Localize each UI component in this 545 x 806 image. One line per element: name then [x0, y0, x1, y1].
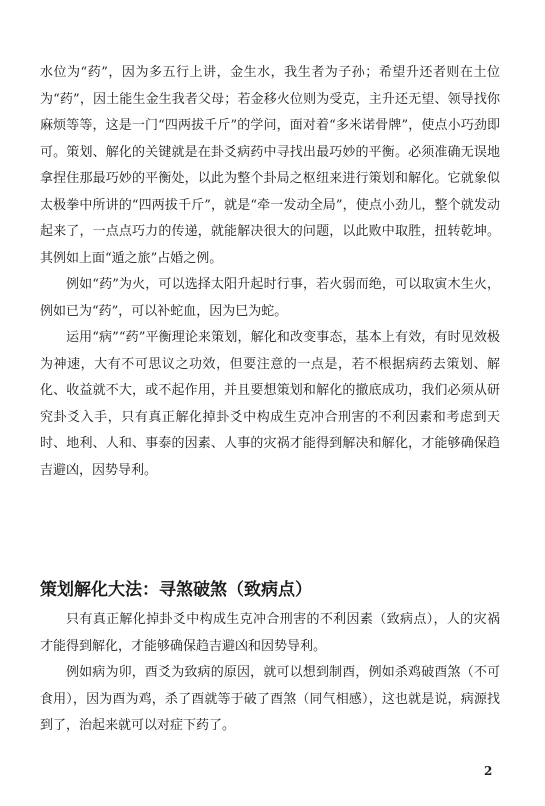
paragraph-3: 运用“病”“药”平衡理论来策划，解化和改变事态，基本上有效，有时见效极为神速，大有不可思议之功效，但要注意的一点是，若不根据病药去策划、解化、收益就不大，或不起作用，并且要想策划和解化的撤底成功，我们必须从研究卦爻入手，只有真正解化掉卦爻中构成生克冲合刑害的不利因素和考虑到天时、地利、人和、事泰的因素、人事的灾祸才能得到解决和解化，才能够确保趋吉避凶，因势导利。 [40, 330, 500, 478]
paragraph-1: 水位为“药”，因为多五行上讲，金生水，我生者为子孙；希望升还者则在土位为“药”，因土能生金生我者父母；若金移火位则为受克，主升还无望、领导找你麻烦等等，这是一门“四两拔千斤”的学问，面对着“多米诺骨牌”，使点小巧劲即可。策划、解化的关键就是在卦爻病药中寻找出最巧妙的平衡。必须准确无误地拿捏住那最巧妙的平衡处，以此为整个卦局之枢纽来进行策划和解化。它就象似太极拳中所讲的“四两拔千斤”，就是“牵一发动全局”，使点小劲儿，整个就发动起来了，一点点巧力的传递，就能解决很大的问题，以此败中取胜，扭转乾坤。其例如上面“遁之旅”占婚之例。 [40, 65, 500, 266]
section-paragraph-1: 只有真正解化掉卦爻中构成生克冲合刑害的不利因素（致病点），人的灾祸才能得到解化，才能够确保趋吉避凶和因势导利。 [40, 612, 500, 654]
section-paragraph-2: 例如病为卯，酉爻为致病的原因，就可以想到制酉，例如杀鸡破酉煞（不可食用），因为酉为鸡，杀了酉就等于破了酉煞（同气相感），这也就是说，病源找到了，治起来就可以对症下药了。 [40, 665, 500, 733]
page-number: 2 [484, 764, 493, 778]
section-heading: 策划解化大法：寻煞破煞（致病点） [40, 580, 312, 600]
section-text [40, 607, 500, 740]
body-text [40, 60, 500, 484]
paragraph-2: 例如“药”为火，可以选择太阳升起时行事，若火弱而绝，可以取寅木生火，例如已为“药”，可以补蛇血，因为巳为蛇。 [40, 277, 500, 319]
